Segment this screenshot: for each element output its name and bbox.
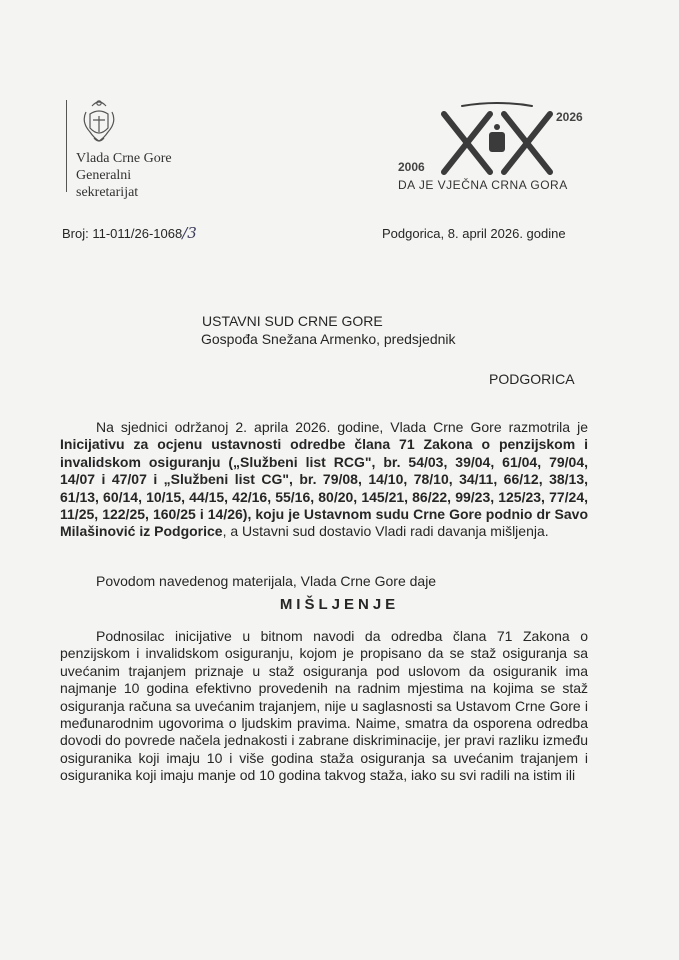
recipient-person: Gospođa Snežana Armenko, predsjednik	[201, 331, 456, 347]
handwritten-suffix: /3	[182, 224, 197, 242]
recipient-institution: USTAVNI SUD CRNE GORE	[202, 313, 383, 329]
issuer-line-2: Generalni	[76, 168, 132, 183]
paragraph-1-end: , a Ustavni sud dostavio Vladi radi davanja mišljenja.	[222, 523, 549, 540]
logo-tagline: DA JE VJEČNA CRNA GORA	[398, 178, 568, 192]
reference-number	[62, 224, 197, 242]
header-divider	[66, 100, 67, 192]
section-heading: MIŠLJENJE	[279, 596, 400, 613]
paragraph-2: Povodom navedenog materijala, Vlada Crne Gore daje	[96, 573, 437, 589]
paragraph-1-intro: Na sjednici održanoj 2. aprila 2026. godine, Vlada Crne Gore razmotrila je	[96, 419, 588, 435]
paragraph-1	[60, 419, 588, 541]
logo-year-start: 2006	[398, 160, 425, 174]
paragraph-1-bold: Inicijativu za ocjenu ustavnosti odredbe člana 71 Zakona o penzijskom i invalidskom osiguranju („Službeni list RCG", br. 54/03, 39/04, 61/04, 79/04, 14/07 i 47/07 i „Službeni list CG", br. 79/08, 14/10, 78/10, 34/11, 66/12, 38/13, 61/13, 60/14, 10/15, 44/15, 42/16, 55/16, 80/20, 145/21, 86/22, 99/23, 125/23, 77/24, 11/25, 122/25, 160/25 i 14/26), koju je Ustavnom sudu Crne Gore podnio dr Savo Milašinović iz Podgorice	[60, 436, 588, 540]
reference-number-text: Broj: 11-011/26-1068	[62, 226, 183, 241]
coat-of-arms-icon	[80, 98, 118, 148]
recipient-city: PODGORICA	[489, 371, 575, 387]
issuer-line-3: sekretarijat	[76, 185, 139, 200]
issuer-name	[76, 150, 172, 201]
logo-year-end: 2026	[556, 110, 583, 124]
document-date: Podgorica, 8. april 2026. godine	[382, 226, 566, 241]
paragraph-3: Podnosilac inicijative u bitnom navodi da odredba člana 71 Zakona o penzijskom i invalidskom osiguranju, kojom je propisano da se staž osiguranja sa uvećanim trajanjem priznaje u staž osiguranja pod uslovom da osiguranik ima najmanje 10 godina efektivno provedenih na radnim mjestima na kojima se staž osiguranja računa sa uvećanim trajanjem, nije u saglasnosti sa Ustavom Crne Gore i međunarodnim ugovorima o ljudskim pravima. Naime, smatra da osporena odredba dovodi do povrede načela jednakosti i zabrane diskriminacije, jer pravi razliku između osiguranika koji imaju 10 i više godina staža osiguranja sa uvećanim trajanjem i osiguranika koji imaju manje od 10 godina takvog staža, iako su svi radili na istim ili	[60, 628, 588, 784]
issuer-line-1: Vlada Crne Gore	[76, 151, 172, 166]
